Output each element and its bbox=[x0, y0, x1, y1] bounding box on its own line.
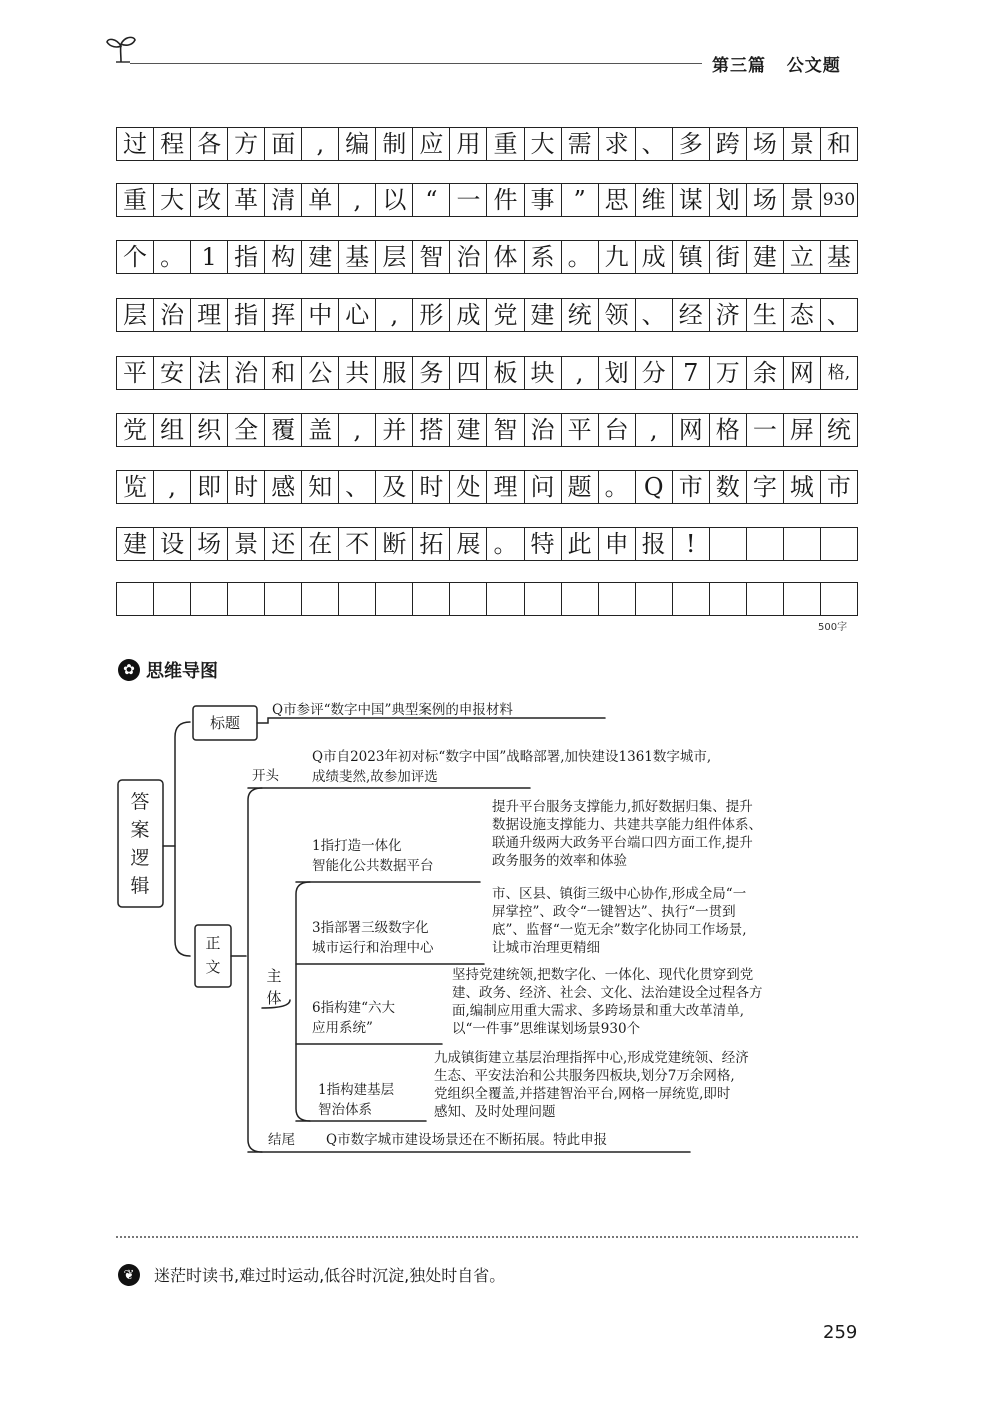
title-node: 标题 bbox=[209, 714, 240, 732]
grid-cell: , bbox=[339, 184, 376, 216]
grid-cell: 建 bbox=[117, 528, 154, 560]
grid-cell: 法 bbox=[191, 357, 228, 389]
grid-cell: , bbox=[376, 299, 413, 331]
grid-cell: 景 bbox=[784, 184, 821, 216]
grid-cell: 层 bbox=[117, 299, 154, 331]
grid-cell: 、 bbox=[339, 471, 376, 503]
grid-cell: 一 bbox=[450, 184, 487, 216]
grid-cell: 智 bbox=[413, 241, 450, 273]
grid-cell: ” bbox=[562, 184, 599, 216]
grid-cell: 理 bbox=[191, 299, 228, 331]
grid-cell: 网 bbox=[784, 357, 821, 389]
grid-cell: 多 bbox=[673, 128, 710, 160]
grid-cell: 生 bbox=[747, 299, 784, 331]
grid-cell: 重 bbox=[487, 128, 524, 160]
grid-cell: 屏 bbox=[784, 414, 821, 446]
grid-cell: 和 bbox=[826, 130, 851, 158]
motto-quote: 迷茫时读书,难过时运动,低谷时沉淀,独处时自省。 bbox=[154, 1266, 506, 1285]
grid-cell: 构 bbox=[265, 241, 302, 273]
grid-cell: 盖 bbox=[302, 414, 339, 446]
grid-cell: 景 bbox=[228, 528, 265, 560]
grid-cell: 指 bbox=[228, 299, 265, 331]
grid-cell: 市 bbox=[673, 471, 710, 503]
grid-cell: 。 bbox=[599, 471, 636, 503]
grid-cell: 九 bbox=[599, 241, 636, 273]
branch-4-text: 九成镇街建立基层治理指挥中心,形成党建统领、经济 生态、平安法治和公共服务四板块,划分7万余网格, 党组织全覆盖,并搭建智治平台,网格一屏统览,即时 感知、及时处理问题 bbox=[434, 1050, 749, 1120]
grid-cell: 以 bbox=[376, 184, 413, 216]
opening-label: 开头 bbox=[252, 768, 279, 784]
grid-cell: 并 bbox=[376, 414, 413, 446]
grid-cell: 不 bbox=[339, 528, 376, 560]
grid-cell: 。 bbox=[562, 241, 599, 273]
grid-cell: 经 bbox=[673, 299, 710, 331]
grid-cell: 应 bbox=[413, 128, 450, 160]
grid-cell: , bbox=[339, 414, 376, 446]
grid-cell: 、 bbox=[636, 299, 673, 331]
grid-cell: 覆 bbox=[265, 414, 302, 446]
grid-cell: 成 bbox=[636, 241, 673, 273]
grid-cell: 7 bbox=[673, 357, 710, 389]
grid-cell: 建 bbox=[302, 241, 339, 273]
grid-cell: 思 bbox=[599, 184, 636, 216]
grid-cell: 基 bbox=[826, 243, 851, 271]
grid-cell: 格 bbox=[710, 414, 747, 446]
grid-cell: 过 bbox=[117, 128, 154, 160]
grid-cell: 知 bbox=[302, 471, 339, 503]
grid-cell: 程 bbox=[154, 128, 191, 160]
grid-cell: 余 bbox=[747, 357, 784, 389]
grid-cell: 中 bbox=[302, 299, 339, 331]
grid-cell: 统 bbox=[826, 416, 851, 444]
grid-cell: 展 bbox=[450, 528, 487, 560]
grid-cell: 个 bbox=[117, 241, 154, 273]
grid-cell: , bbox=[636, 414, 673, 446]
grid-cell: 件 bbox=[487, 184, 524, 216]
grid-cell: 此 bbox=[562, 528, 599, 560]
grid-cell: 930 bbox=[822, 189, 856, 210]
grid-cell: 还 bbox=[265, 528, 302, 560]
grid-cell: 题 bbox=[562, 471, 599, 503]
grid-cell: 求 bbox=[599, 128, 636, 160]
grid-cell: 特 bbox=[525, 528, 562, 560]
grid-cell: 编 bbox=[339, 128, 376, 160]
grid-cell: Q bbox=[636, 471, 673, 503]
grid-cell: 大 bbox=[525, 128, 562, 160]
grid-cell: 搭 bbox=[413, 414, 450, 446]
grid-cell: 形 bbox=[413, 299, 450, 331]
chapter-title: 第三篇 公文题 bbox=[712, 56, 841, 76]
grid-cell: 问 bbox=[525, 471, 562, 503]
branch-1-label: 1指打造一体化 智能化公共数据平台 bbox=[312, 838, 434, 874]
branch-3-label: 6指构建“六大 应用系统” bbox=[312, 1000, 395, 1036]
grid-cell: 需 bbox=[562, 128, 599, 160]
grid-cell: ! bbox=[673, 528, 710, 560]
grid-cell: 全 bbox=[228, 414, 265, 446]
main-node: 主体 bbox=[266, 967, 282, 1007]
grid-cell: 台 bbox=[599, 414, 636, 446]
grid-cell: 数 bbox=[710, 471, 747, 503]
grid-cell: 方 bbox=[228, 128, 265, 160]
grid-cell: 分 bbox=[636, 357, 673, 389]
grid-cell: 改 bbox=[191, 184, 228, 216]
grid-cell: 处 bbox=[450, 471, 487, 503]
grid-cell: 览 bbox=[117, 471, 154, 503]
grid-cell: 跨 bbox=[710, 128, 747, 160]
grid-cell: 态 bbox=[784, 299, 821, 331]
grid-cell: 和 bbox=[265, 357, 302, 389]
grid-cell: 格, bbox=[827, 362, 851, 383]
grid-cell: 安 bbox=[154, 357, 191, 389]
ending-text: Q市数字城市建设场景还在不断拓展。特此申报 bbox=[326, 1132, 608, 1148]
grid-cell: 成 bbox=[450, 299, 487, 331]
grid-cell: 划 bbox=[599, 357, 636, 389]
grid-cell: 指 bbox=[228, 241, 265, 273]
ending-label: 结尾 bbox=[268, 1132, 295, 1148]
grid-cell: 层 bbox=[376, 241, 413, 273]
grid-cell: 平 bbox=[117, 357, 154, 389]
grid-cell: 智 bbox=[487, 414, 524, 446]
grid-cell: , bbox=[562, 357, 599, 389]
grid-cell: 面 bbox=[265, 128, 302, 160]
grid-cell: 1 bbox=[191, 241, 228, 273]
grid-cell: 织 bbox=[191, 414, 228, 446]
grid-cell: 感 bbox=[265, 471, 302, 503]
grid-cell: “ bbox=[413, 184, 450, 216]
grid-cell: 用 bbox=[450, 128, 487, 160]
grid-cell: 服 bbox=[376, 357, 413, 389]
grid-cell: 一 bbox=[747, 414, 784, 446]
grid-cell: 镇 bbox=[673, 241, 710, 273]
grid-cell: 系 bbox=[525, 241, 562, 273]
mindmap-title-text: 思维导图 bbox=[146, 661, 218, 682]
opening-text: Q市自2023年初对标“数字中国”战略部署,加快建设1361数字城市, 成绩斐然,故参加评选 bbox=[312, 749, 712, 785]
grid-cell: 革 bbox=[228, 184, 265, 216]
grid-cell: 大 bbox=[154, 184, 191, 216]
grid-cell: 重 bbox=[117, 184, 154, 216]
grid-cell: 立 bbox=[784, 241, 821, 273]
grid-cell: 平 bbox=[562, 414, 599, 446]
word-count-label: 500字 bbox=[818, 622, 848, 633]
grid-cell: 块 bbox=[525, 357, 562, 389]
grid-cell: 事 bbox=[525, 184, 562, 216]
grid-cell: 党 bbox=[487, 299, 524, 331]
branch-2-text: 市、区县、镇街三级中心协作,形成全局“一 屏掌控”、政令“一键智达”、执行“一贯到 底”、监督“一览无余”数字化协同工作场景, 让城市治理更精细 bbox=[492, 886, 747, 956]
grid-cell: 组 bbox=[154, 414, 191, 446]
flower-badge-icon: ✿ bbox=[118, 659, 140, 681]
grid-cell: 体 bbox=[487, 241, 524, 273]
grid-cell: 基 bbox=[339, 241, 376, 273]
grid-cell: 、 bbox=[636, 128, 673, 160]
grid-cell: 板 bbox=[487, 357, 524, 389]
grid-cell: 网 bbox=[673, 414, 710, 446]
grid-cell: 及 bbox=[376, 471, 413, 503]
grid-cell: 。 bbox=[487, 528, 524, 560]
root-node: 答案逻辑 bbox=[130, 791, 150, 897]
grid-cell: 治 bbox=[228, 357, 265, 389]
grid-cell: 场 bbox=[747, 184, 784, 216]
grid-cell: 时 bbox=[413, 471, 450, 503]
grid-cell: 市 bbox=[826, 473, 851, 501]
grid-cell: 领 bbox=[599, 299, 636, 331]
sprout-badge-icon: ❦ bbox=[118, 1264, 140, 1286]
grid-cell: 治 bbox=[154, 299, 191, 331]
grid-cell: 、 bbox=[826, 301, 851, 329]
branch-2-label: 3指部署三级数字化 城市运行和治理中心 bbox=[312, 920, 434, 956]
grid-cell: , bbox=[302, 128, 339, 160]
branch-1-text: 提升平台服务支撑能力,抓好数据归集、提升 数据设施支撑能力、共建共享能力组件体系、 联通升级两大政务平台端口四方面工作,提升 政务服务的效率和体验 bbox=[492, 799, 762, 869]
grid-cell: 制 bbox=[376, 128, 413, 160]
grid-cell: 报 bbox=[636, 528, 673, 560]
page-number: 259 bbox=[823, 1322, 858, 1343]
grid-cell: 各 bbox=[191, 128, 228, 160]
grid-cell: 断 bbox=[376, 528, 413, 560]
grid-cell: 申 bbox=[599, 528, 636, 560]
grid-cell: 拓 bbox=[413, 528, 450, 560]
grid-cell: 在 bbox=[302, 528, 339, 560]
grid-cell: 四 bbox=[450, 357, 487, 389]
grid-cell: 治 bbox=[450, 241, 487, 273]
grid-cell: 建 bbox=[525, 299, 562, 331]
grid-cell: 场 bbox=[191, 528, 228, 560]
branch-3-text: 坚持党建统领,把数字化、一体化、现代化贯穿到党 建、政务、经济、社会、文化、法治建设全过程各方 面,编制应用重大需求、多跨场景和重大改革清单, 以“一件事”思维谋划场景930个 bbox=[452, 967, 763, 1037]
grid-cell: 万 bbox=[710, 357, 747, 389]
body-node: 正文 bbox=[205, 934, 221, 976]
grid-cell: 城 bbox=[784, 471, 821, 503]
grid-cell: 治 bbox=[525, 414, 562, 446]
grid-cell: 公 bbox=[302, 357, 339, 389]
grid-cell: 时 bbox=[228, 471, 265, 503]
branch-4-label: 1指构建基层 智治体系 bbox=[318, 1082, 395, 1118]
grid-cell: 设 bbox=[154, 528, 191, 560]
grid-cell: 谋 bbox=[673, 184, 710, 216]
grid-cell: 街 bbox=[710, 241, 747, 273]
grid-cell: 字 bbox=[747, 471, 784, 503]
grid-cell: 景 bbox=[784, 128, 821, 160]
grid-cell: 共 bbox=[339, 357, 376, 389]
footer-divider bbox=[116, 1236, 858, 1238]
grid-cell: 。 bbox=[154, 241, 191, 273]
grid-cell: 务 bbox=[413, 357, 450, 389]
grid-cell: 建 bbox=[747, 241, 784, 273]
grid-cell: , bbox=[154, 471, 191, 503]
grid-cell: 党 bbox=[117, 414, 154, 446]
grid-cell: 清 bbox=[265, 184, 302, 216]
grid-cell: 统 bbox=[562, 299, 599, 331]
grid-cell: 场 bbox=[747, 128, 784, 160]
grid-cell: 维 bbox=[636, 184, 673, 216]
title-text: Q市参评“数字中国”典型案例的申报材料 bbox=[272, 702, 513, 718]
grid-cell: 建 bbox=[450, 414, 487, 446]
grid-cell: 即 bbox=[191, 471, 228, 503]
grid-cell: 挥 bbox=[265, 299, 302, 331]
grid-cell: 单 bbox=[302, 184, 339, 216]
grid-cell: 心 bbox=[339, 299, 376, 331]
grid-cell: 理 bbox=[487, 471, 524, 503]
grid-cell: 划 bbox=[710, 184, 747, 216]
grid-cell: 济 bbox=[710, 299, 747, 331]
